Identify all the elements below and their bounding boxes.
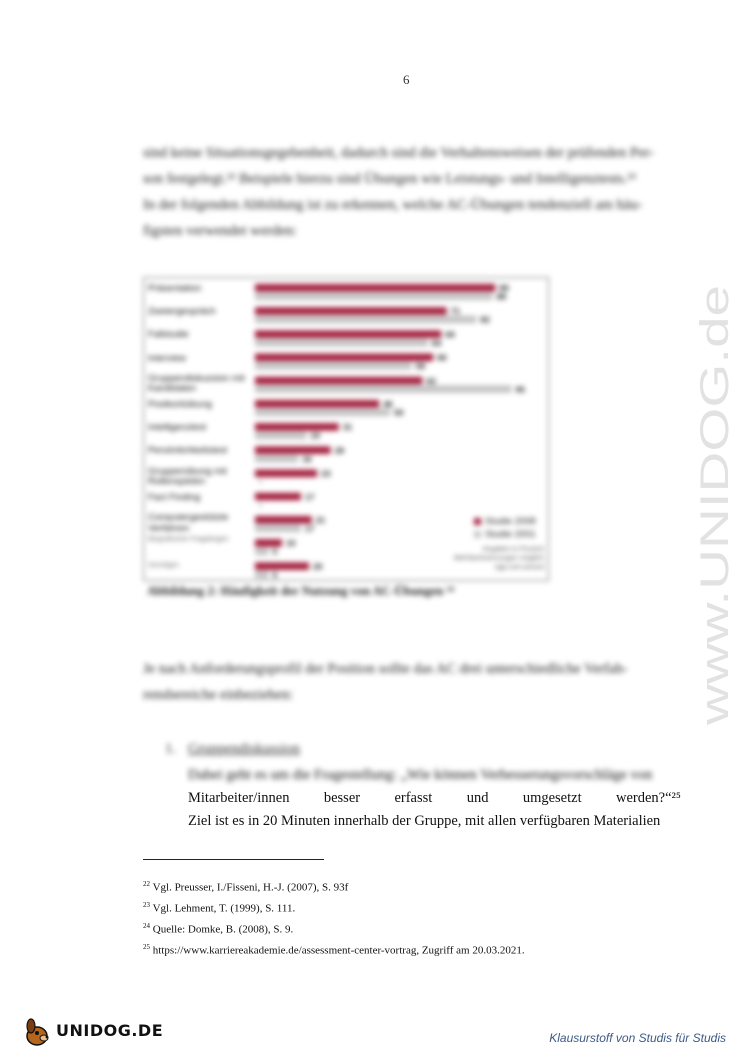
list-word: erfasst [394,790,433,806]
paragraph-line: son festgelegt.²² Beispiele hierzu sind Übungen wie Leistungs- und Intelligenztests.²³ [143,171,636,187]
paragraph-line: In der folgenden Abbildung ist zu erkennen, welche AC-Übungen tendenziell am häu- [143,197,643,213]
bar-value-label: 69 [445,329,455,340]
footnote-25 [143,940,525,958]
bar-2001 [255,525,301,533]
bar-value-label: 23 [321,468,331,479]
footnote-text: Vgl. Lehment, T. (1999), S. 111. [152,902,296,915]
bar-value-label: 17 [304,523,315,534]
bar-value-label: 5 [272,546,278,557]
footnote-number: 22 [143,880,150,888]
bar-2008 [255,284,495,292]
bar-2008 [255,377,422,385]
bar-2008 [255,562,309,570]
list-word: besser [323,790,361,806]
bar-2001 [255,362,412,370]
list-text-line: Dabei geht es um die Fragestellung: „Wie können Verbesserungsvorschläge von [188,767,653,783]
bar-value-label: 95 [515,384,525,395]
bar-2001 [255,432,306,440]
bar-2008 [255,307,447,315]
watermark-text: www.UNIDOG.de [693,413,737,725]
bar-value-label: 82 [480,314,490,325]
bar-value-label: 17 [304,491,315,502]
bar-2001 [255,293,493,301]
bar-2001 [255,548,269,556]
category-label: Fallstudie [148,329,189,341]
bar-value-label: 88 [496,291,507,302]
footnote-divider [143,859,324,860]
list-text-line: Ziel ist es in 20 Minuten innerhalb der Gruppe, mit allen verfügbaren Materialien [188,813,661,829]
legend-swatch-2001 [474,531,481,538]
list-heading: Gruppendiskussion [188,741,300,757]
bar-value-label: 46 [383,399,393,409]
bar-value-label: 89 [499,283,509,293]
bar-2008 [255,330,441,338]
bar-2008 [255,470,317,478]
legend-label: Studie 2001 [485,529,536,540]
legend-item-2008 [474,516,536,527]
bar-2008 [255,400,379,408]
category-label: Interview [148,352,187,364]
category-label: Intelligenztest [148,422,207,434]
list-word: und [466,790,489,806]
logo-text: UNIDOG.DE [56,1021,164,1040]
category-label: Präsentation [148,283,202,294]
bar-value-label: 16 [302,453,312,464]
bar-2001 [255,385,512,393]
bar-value-label: 20 [313,561,323,572]
missing-value-mark: - [259,499,262,510]
bar-2001 [255,409,390,417]
category-label: Gruppenübung mit Rollenspielen [148,465,227,488]
category-label: Computergestützte Verfahren [148,512,229,534]
category-label: Gruppendiskussion mit Kandidaten [148,372,245,395]
legend-label: Studie 2008 [485,516,536,527]
body-paragraph-2 [143,656,681,708]
bar-value-label: 66 [437,352,447,363]
paragraph-line: Je nach Anforderungsprofil der Position sollte das AC drei unterschiedliche Verfah- [143,661,628,677]
unidog-logo [22,1016,162,1048]
category-label: Biografischer Fragebogen [148,536,229,544]
ac-usage-bar-chart [143,277,549,581]
list-number: 1. [165,741,176,757]
legend-swatch-2008 [474,518,481,525]
bar-value-label: 62 [426,375,436,386]
category-label: Persönlichkeitstest [148,445,228,457]
unidog-watermark [690,280,738,730]
dog-mascot-icon [22,1016,58,1048]
chart-note-line: Mehrfachnennungen möglich [453,555,544,562]
bar-2008 [255,446,331,454]
bar-2008 [255,354,433,362]
bar-value-label: 71 [450,306,461,317]
bar-2001 [255,339,428,347]
bar-2008 [255,516,312,524]
bar-2001 [255,316,476,324]
bar-value-label: 28 [334,445,345,456]
footnote-text: https://www.karriereakademie.de/assessment-center-vortrag, Zugriff am 20.03.2021. [152,944,525,957]
bar-value-label: 10 [286,538,296,549]
chart-note [398,545,544,572]
list-word: werden?“²⁵ [615,790,681,806]
footnote-text: Vgl. Preusser, I./Fisseni, H.-J. (2007), S. 93f [152,881,349,894]
paragraph-line: figsten verwendet werden: [143,223,297,239]
bar-value-label: 19 [310,430,320,441]
list-word: Mitarbeiter/innen [188,790,290,806]
missing-value-mark: - [259,476,262,487]
category-label: Postkorbübung [148,399,212,410]
figure-caption: Abbildung 2: Häufigkeit der Nutzung von AC-Übungen ²⁴ [147,584,454,598]
footnote-24 [143,919,293,937]
chart-note-line: ogp.com.ansoul [494,564,544,571]
footnote-number: 25 [143,943,150,951]
category-label: Sonstiges [148,562,179,570]
bar-value-label: 5 [272,569,278,580]
body-paragraph-1 [143,140,681,244]
footnote-number: 23 [143,901,150,909]
category-label: Zweiergespräch [148,306,216,318]
bar-2008 [255,423,339,431]
paragraph-line: rensbereiche einbeziehen: [143,687,294,703]
bar-2001 [255,455,298,463]
list-word: umgesetzt [522,790,582,806]
bar-value-label: 58 [415,361,426,372]
bar-value-label: 21 [315,515,326,525]
footnote-number: 24 [143,922,150,930]
footnote-23 [143,898,295,916]
legend-item-2001 [474,529,536,540]
bar-2001 [255,571,269,579]
category-label: Fact Finding [148,491,201,503]
bar-value-label: 31 [342,422,353,433]
page-number: 6 [403,72,410,87]
paragraph-line: sind keine Situationsgegebenheit, dadurch sind die Verhaltensweisen der prüfenden Per- [143,145,654,161]
bar-value-label: 64 [431,337,442,348]
footnote-22 [143,877,348,895]
chart-note-line: Angaben in Prozent [482,546,544,553]
footer-slogan: Klausurstoff von Studis für Studis [549,1031,726,1045]
bar-value-label: 50 [394,407,404,418]
footnote-text: Quelle: Domke, B. (2008), S. 9. [152,923,294,936]
